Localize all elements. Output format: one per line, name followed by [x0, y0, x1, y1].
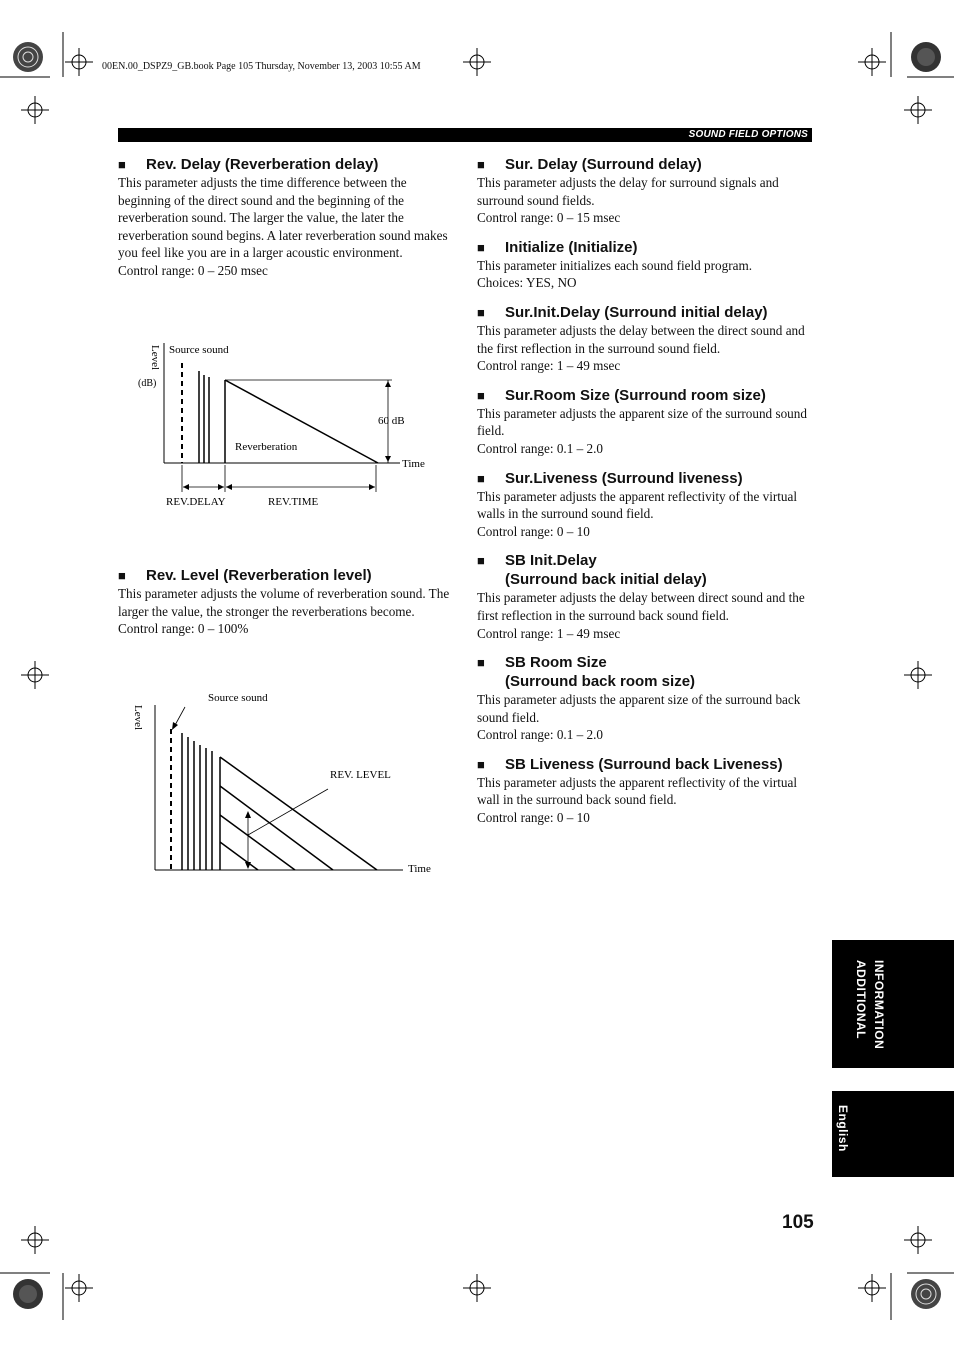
- section-heading: ■ Sur.Liveness (Surround liveness): [477, 469, 743, 487]
- bullet-icon: ■: [477, 756, 485, 772]
- section-heading: ■ SB Liveness (Surround back Liveness): [477, 755, 783, 773]
- bullet-icon: ■: [477, 387, 485, 403]
- sb-init-delay-section: [477, 551, 817, 642]
- left-column: [118, 155, 458, 280]
- sb-liveness-section: [477, 755, 817, 827]
- section-heading: ■ Rev. Delay (Reverberation delay): [118, 156, 379, 173]
- reverb-level-diagram: [125, 685, 445, 885]
- rev-level-label: REV. LEVEL: [330, 769, 391, 781]
- initialize-section: [477, 238, 817, 292]
- section-range: Control range: 0 – 15 msec: [477, 210, 621, 226]
- section-body: This parameter adjusts the time difference between the beginning of the direct sound and the beginning of the reverberation sound. The larger the value, the later the reverberation sound begins. A later reverberation sound makes you feel like you are in a larger acoustic environment.: [118, 175, 448, 261]
- section-body: This parameter adjusts the volume of reverberation sound. The larger the value, the stronger the reverberations become.: [118, 586, 450, 619]
- section-range: Control range: 0 – 10: [477, 523, 590, 539]
- side-tab-line1: ADDITIONAL: [854, 960, 868, 1039]
- section-heading: ■ Rev. Level (Reverberation level): [118, 567, 372, 584]
- page-number: 105: [782, 1212, 814, 1233]
- section-range: Choices: YES, NO: [477, 275, 577, 291]
- rev-time-label: REV.TIME: [268, 496, 319, 508]
- section-range: Control range: 0 – 250 msec: [118, 262, 268, 278]
- left-column-2: [118, 566, 458, 638]
- sur-delay-section: [477, 155, 817, 227]
- file-info: 00EN.00_DSPZ9_GB.book Page 105 Thursday, November 13, 2003 10:55 AM: [102, 61, 421, 72]
- sb-room-size-section: [477, 653, 817, 744]
- source-sound-label: Source sound: [169, 344, 229, 356]
- bullet-icon: ■: [118, 157, 126, 172]
- sur-liveness-section: [477, 469, 817, 541]
- header-bar: [118, 128, 812, 142]
- section-heading: ■ SB Room Size (Surround back room size): [477, 654, 696, 691]
- y-axis-label: Level: [132, 705, 144, 731]
- bullet-icon: ■: [477, 157, 485, 172]
- section-body: This parameter adjusts the apparent reflectivity of the virtual walls in the surround sound field.: [477, 488, 798, 522]
- section-body: This parameter adjusts the apparent size of the surround sound field.: [477, 405, 807, 439]
- right-column: [477, 155, 817, 827]
- bullet-icon: ■: [477, 470, 485, 486]
- section-body: This parameter adjusts the apparent reflectivity of the virtual wall in the surround back sound field.: [477, 774, 798, 808]
- time-label: Time: [402, 458, 425, 470]
- section-range: Control range: 0 – 100%: [118, 621, 249, 637]
- sur-room-size-section: [477, 386, 817, 458]
- rev-delay-label: REV.DELAY: [166, 496, 226, 508]
- time-label: Time: [408, 863, 431, 875]
- section-range: Control range: 1 – 49 msec: [477, 625, 621, 641]
- section-range: Control range: 1 – 49 msec: [477, 358, 621, 374]
- bullet-icon: ■: [477, 304, 485, 320]
- side-tab-section: [832, 940, 954, 1068]
- sur-init-delay-section: [477, 303, 817, 375]
- section-body: This parameter adjusts the delay between the direct sound and the first reflection in the surround sound field.: [477, 322, 805, 356]
- db-label: 60 dB: [378, 415, 405, 427]
- reverb-delay-diagram: [130, 335, 440, 515]
- section-heading: ■ Initialize (Initialize): [477, 238, 638, 256]
- section-label: SOUND FIELD OPTIONS: [688, 129, 808, 140]
- bullet-icon: ■: [477, 553, 485, 569]
- y-axis-unit: (dB): [138, 378, 157, 389]
- side-tab-language: [832, 1091, 954, 1177]
- section-heading: ■ SB Init.Delay (Surround back initial delay): [477, 552, 707, 589]
- section-range: Control range: 0.1 – 2.0: [477, 440, 603, 456]
- section-heading: ■ Sur.Room Size (Surround room size): [477, 386, 766, 404]
- section-body: This parameter initializes each sound field program.: [477, 257, 753, 273]
- y-axis-label: Level: [149, 345, 161, 371]
- bullet-icon: ■: [477, 239, 485, 255]
- section-body: This parameter adjusts the apparent size of the surround back sound field.: [477, 692, 801, 725]
- section-heading: ■ Sur.Init.Delay (Surround initial delay): [477, 303, 768, 321]
- side-tab-line2: INFORMATION: [872, 960, 886, 1050]
- source-sound-label: Source sound: [208, 692, 268, 704]
- reverberation-label: Reverberation: [235, 441, 298, 453]
- section-range: Control range: 0.1 – 2.0: [477, 727, 603, 743]
- bullet-icon: ■: [118, 568, 126, 583]
- language-label: English: [836, 1105, 850, 1152]
- section-body: This parameter adjusts the delay between direct sound and the first reflection in the surround back sound field.: [477, 590, 805, 623]
- rev-delay-section: [118, 155, 458, 280]
- rev-level-section: [118, 566, 458, 638]
- section-range: Control range: 0 – 10: [477, 810, 590, 826]
- bullet-icon: ■: [477, 655, 485, 671]
- section-body: This parameter adjusts the delay for surround signals and surround sound fields.: [477, 175, 779, 208]
- section-heading: ■ Sur. Delay (Surround delay): [477, 156, 702, 173]
